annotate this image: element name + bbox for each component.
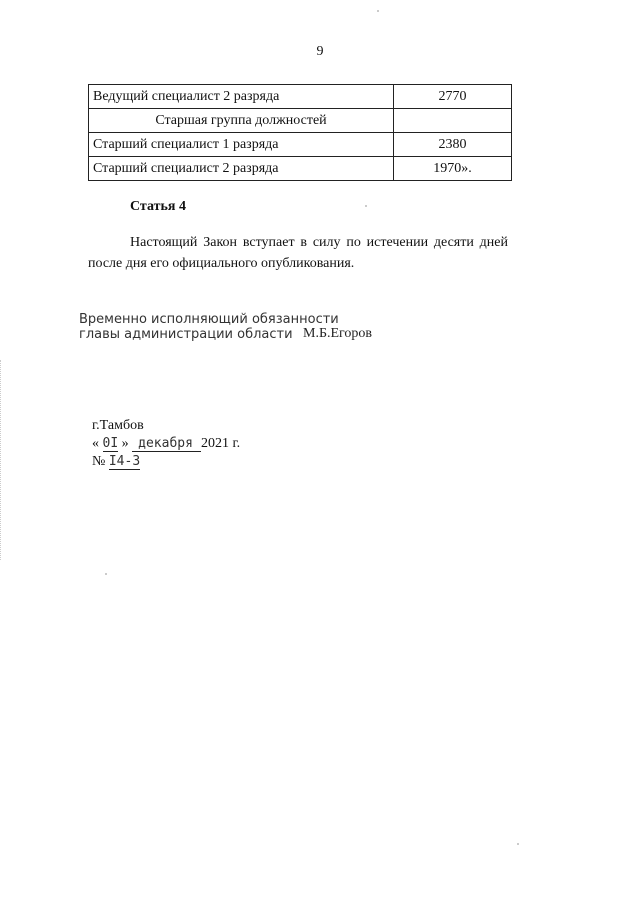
- scan-speck: [365, 205, 367, 207]
- scan-speck: [377, 10, 379, 12]
- table-row: [89, 133, 512, 157]
- position-cell: Старший специалист 2 разряда: [89, 157, 394, 181]
- date-line: [92, 436, 240, 452]
- place: г.Тамбов: [92, 418, 144, 433]
- number-value: I4-З: [108, 454, 141, 469]
- signature-name: М.Б.Егоров: [303, 326, 373, 341]
- date-month: декабря: [132, 436, 201, 452]
- page-number: 9: [316, 44, 324, 59]
- article-text: Настоящий Закон вступает в силу по истечении десяти дней после дня его официального опубликования.: [88, 235, 508, 271]
- table-row: [89, 109, 512, 133]
- number-sign: №: [92, 454, 106, 469]
- signature-title-line1: Временно исполняющий обязанности: [79, 312, 339, 327]
- signature-block: [79, 312, 339, 342]
- date-open-quote: «: [92, 436, 99, 451]
- value-cell: 2770: [394, 85, 512, 109]
- table-row: [89, 85, 512, 109]
- group-header-cell: Старшая группа должностей: [89, 109, 394, 133]
- value-cell: [394, 109, 512, 133]
- position-cell: Ведущий специалист 2 разряда: [89, 85, 394, 109]
- scan-margin-mark: [0, 360, 3, 560]
- value-cell: 2380: [394, 133, 512, 157]
- value-cell: 1970».: [394, 157, 512, 181]
- salary-table: [88, 84, 512, 181]
- article-title: Статья 4: [130, 199, 186, 214]
- position-cell: Старший специалист 1 разряда: [89, 133, 394, 157]
- scan-speck: [517, 843, 519, 845]
- signature-title-line2: главы администрации области: [79, 327, 293, 342]
- table-row: [89, 157, 512, 181]
- date-year: 2021 г.: [200, 436, 241, 451]
- number-line: [92, 454, 140, 470]
- date-close-quote: »: [121, 436, 129, 451]
- date-day: 0I: [102, 436, 119, 451]
- scan-speck: [105, 573, 107, 575]
